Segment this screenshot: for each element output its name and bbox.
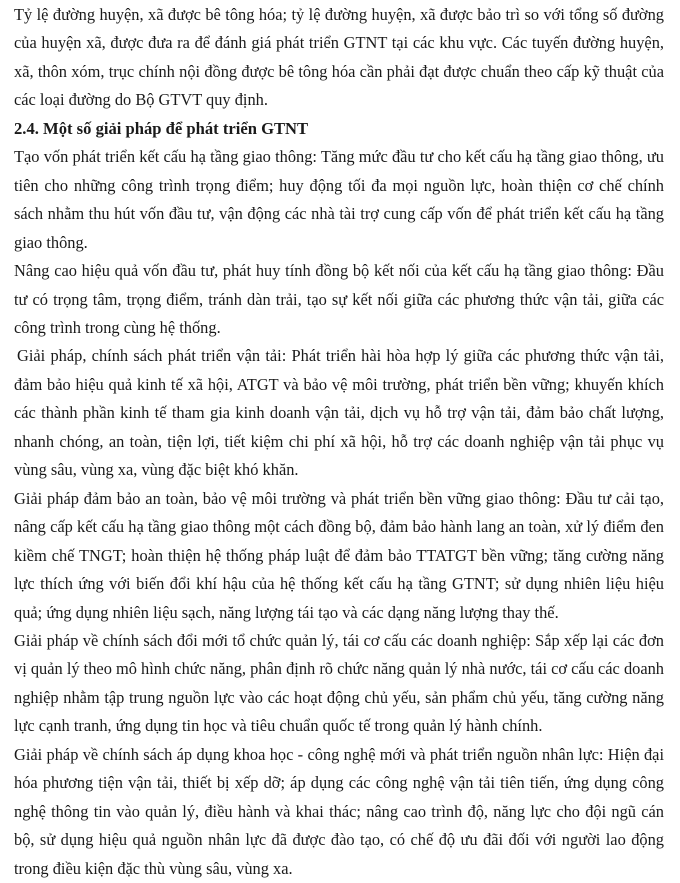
paragraph-infrastructure-funding: Tạo vốn phát triển kết cấu hạ tầng giao thông: Tăng mức đầu tư cho kết cấu hạ tầng giao thông, ưu tiên cho những công trình trọng điểm; huy động tối đa mọi nguồn lực, hoàn thiện cơ chế chính sách nhằm thu hút vốn đầu tư, vận động các nhà tài trợ cung cấp vốn để phát triển kết cấu hạ tầng giao thông. (14, 147, 664, 252)
paragraph-safety-environment: Giải pháp đảm bảo an toàn, bảo vệ môi trường và phát triển bền vững giao thông: Đầu tư cải tạo, nâng cấp kết cấu hạ tầng giao thông một cách đồng bộ, đảm bảo hành lang an toàn, xử lý điểm đen kiềm chế TNGT; hoàn thiện hệ thống pháp luật để đảm bảo TTATGT bền vững; tăng cường năng lực thích ứng với biến đổi khí hậu của hệ thống kết cấu hạ tầng GTNT; sử dụng nhiên liệu hiệu quả; ứng dụng nhiên liệu sạch, năng lượng tái tạo và các dạng năng lượng thay thế. (14, 488, 664, 622)
paragraph-management-reform: Giải pháp về chính sách đổi mới tổ chức quản lý, tái cơ cấu các doanh nghiệp: Sắp xếp lại các đơn vị quản lý theo mô hình chức năng, phân định rõ chức năng quản lý nhà nước, tái cơ cấu các doanh nghiệp nhằm tập trung nguồn lực vào các hoạt động chủ yếu, sản phẩm chủ yếu, tăng cường năng lực cạnh tranh, ứng dụng tin học và tiêu chuẩn quốc tế trong quản lý hành chính. (14, 630, 664, 736)
paragraph-investment-efficiency: Nâng cao hiệu quả vốn đầu tư, phát huy tính đồng bộ kết nối của kết cấu hạ tầng giao thông: Đầu tư có trọng tâm, trọng điểm, tránh dàn trải, tạo sự kết nối giữa các phương thức vận tải, giữa các công trình trong cùng hệ thống. (14, 261, 664, 337)
section-heading: 2.4. Một số giải pháp để phát triển GTNT (14, 118, 309, 138)
paragraph-technology-hr: Giải pháp về chính sách áp dụng khoa học - công nghệ mới và phát triển nguồn nhân lực: Hiện đại hóa phương tiện vận tải, thiết bị xếp dỡ; áp dụng các công nghệ vận tải tiên tiến, ứng dụng công nghệ thông tin vào quản lý, điều hành và khai thác; nâng cao trình độ, năng lực cho đội ngũ cán bộ, sử dụng hiệu quả nguồn nhân lực đã được đào tạo, có chế độ ưu đãi đối với người lao động trong điều kiện đặc thù vùng sâu, vùng xa. (14, 744, 664, 878)
intro-paragraph: Tỷ lệ đường huyện, xã được bê tông hóa; tỷ lệ đường huyện, xã được bảo trì so với tổng số đường của huyện xã, được đưa ra để đánh giá phát triển GTNT tại các khu vực. Các tuyến đường huyện, xã, thôn xóm, trục chính nội đồng được bê tông hóa cần phải đạt được chuẩn theo cấp kỹ thuật của các loại đường do Bộ GTVT quy định. (14, 5, 664, 110)
paragraph-transport-policy: Giải pháp, chính sách phát triển vận tải: Phát triển hài hòa hợp lý giữa các phương thức vận tải, đảm bảo hiệu quả kinh tế xã hội, ATGT và bảo vệ môi trường, phát triển bền vững; khuyến khích các thành phần kinh tế tham gia kinh doanh vận tải, dịch vụ hỗ trợ vận tải, đảm bảo chất lượng, nhanh chóng, an toàn, tiện lợi, tiết kiệm chi phí xã hội, hỗ trợ các doanh nghiệp vận tải phục vụ vùng sâu, vùng xa, vùng đặc biệt khó khăn. (14, 346, 664, 480)
